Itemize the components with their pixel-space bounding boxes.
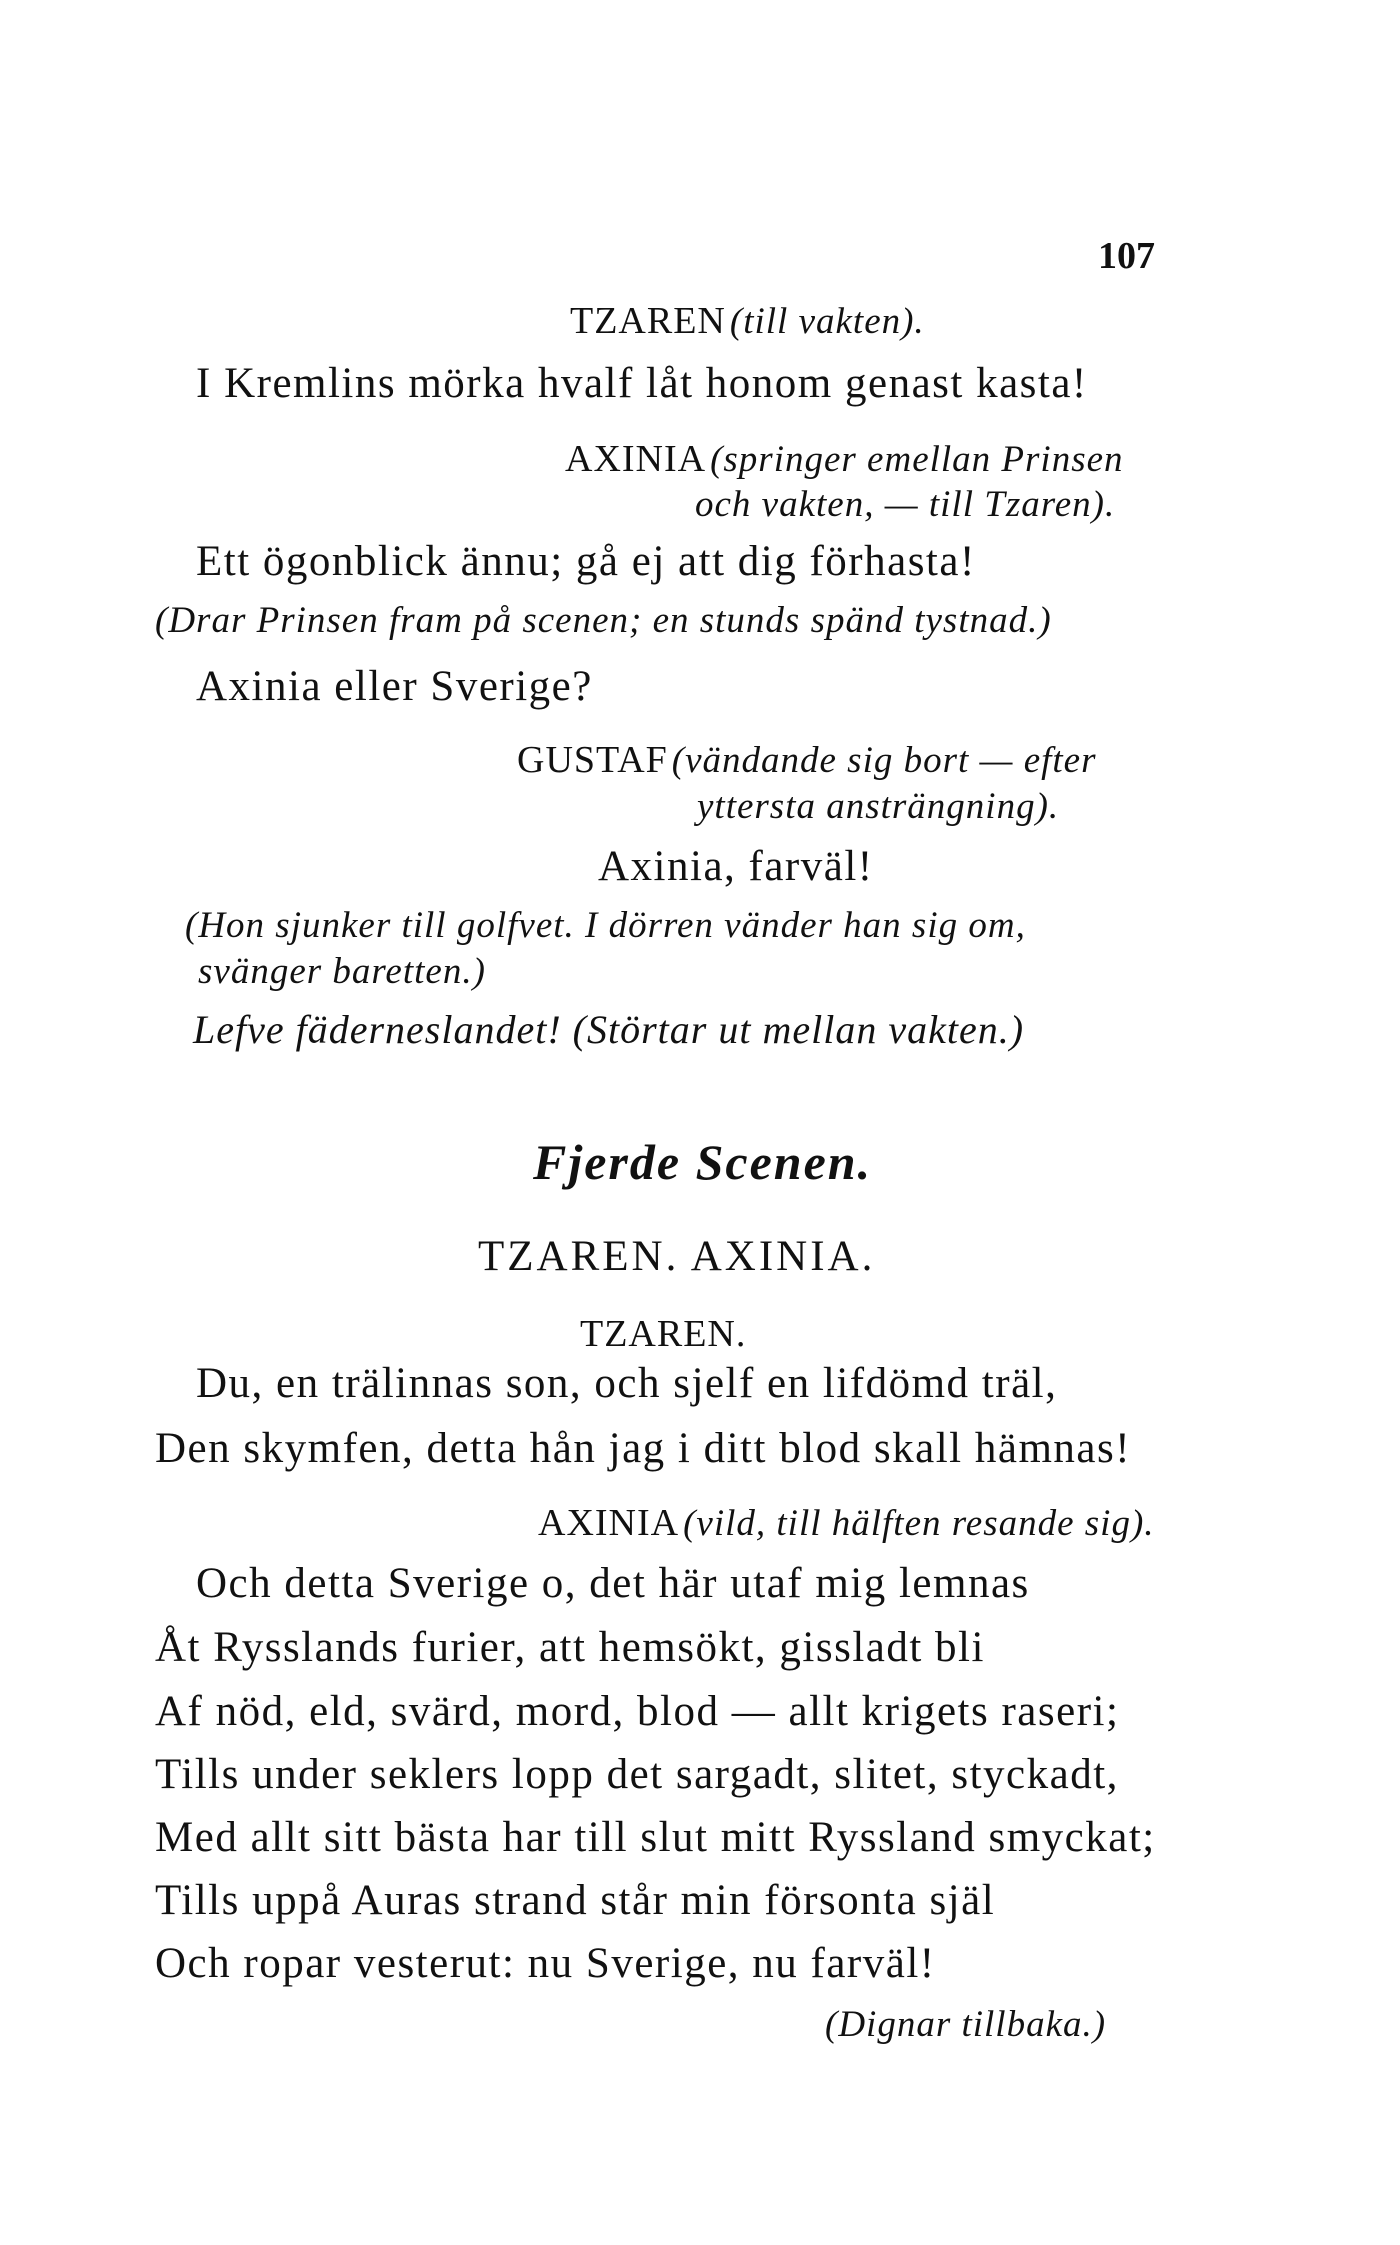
verse-line: Och detta Sverige o, det här utaf mig lemnas [196,1560,1030,1607]
verse-line: Axinia, farväl! [598,843,874,890]
verse-line: Den skymfen, detta hån jag i ditt blod skall hämnas! [155,1425,1132,1472]
speaker-line [565,440,1124,478]
verse-line: Du, en trälinnas son, och sjelf en lifdömd träl, [196,1360,1058,1407]
verse-line: I Kremlins mörka hvalf låt honom genast kasta! [196,360,1088,407]
speaker-name: GUSTAF [517,739,668,781]
scene-title: Fjerde Scenen. [533,1134,873,1190]
stage-direction: (till vakten). [729,301,925,342]
verse-line: Axinia eller Sverige? [196,663,593,710]
cast-list: TZAREN. AXINIA. [478,1233,876,1280]
verse-line: Tills under seklers lopp det sargadt, slitet, styckadt, [155,1751,1119,1798]
stage-direction: (Dignar tillbaka.) [825,2004,1107,2045]
stage-direction: (Drar Prinsen fram på scenen; en stunds spänd tystnad.) [155,600,1052,641]
stage-direction: Lefve fäderneslandet! (Störtar ut mellan vakten.) [193,1007,1025,1052]
speaker-name: TZAREN [570,300,726,342]
stage-direction: (vild, till hälften resande sig). [683,1503,1155,1544]
page-number: 107 [1098,235,1155,277]
verse-line: Med allt sitt bästa har till slut mitt Ryssland smyckat; [155,1814,1156,1861]
stage-direction: (springer emellan Prinsen [710,439,1124,480]
verse-line: Åt Rysslands furier, att hemsökt, gissladt bli [155,1624,985,1671]
verse-line: Tills uppå Auras strand står min försonta själ [155,1877,996,1924]
stage-direction: yttersta ansträngning). [697,786,1060,827]
stage-direction: (vändande sig bort — efter [671,740,1097,781]
verse-line: Och ropar vesterut: nu Sverige, nu farväl! [155,1940,936,1987]
speaker-name: AXINIA [538,1502,680,1544]
stage-direction: (Hon sjunker till golfvet. I dörren vänder han sig om, [185,905,1026,946]
speaker-line [517,741,1097,779]
speaker-name: TZAREN. [580,1313,747,1355]
verse-line: Af nöd, eld, svärd, mord, blod — allt krigets raseri; [155,1688,1120,1735]
verse-line: Ett ögonblick ännu; gå ej att dig förhasta! [196,538,976,585]
stage-direction: och vakten, — till Tzaren). [695,484,1116,525]
speaker-line [570,302,925,340]
stage-direction: svänger baretten.) [198,951,486,992]
speaker-name: AXINIA [565,438,707,480]
speaker-line [538,1504,1155,1542]
